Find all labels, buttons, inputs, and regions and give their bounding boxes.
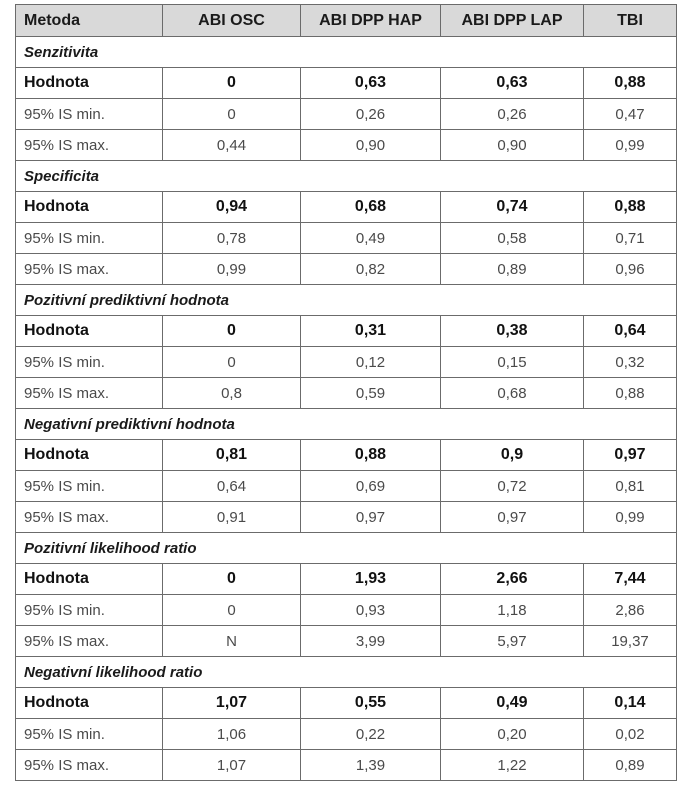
row-label: 95% IS min.	[16, 471, 163, 502]
cell-abi-dpp-hap: 0,97	[301, 502, 441, 533]
header-tbi: TBI	[584, 5, 677, 37]
cell-abi-osc: 1,06	[163, 719, 301, 750]
cell-abi-dpp-hap: 0,55	[301, 688, 441, 719]
cell-abi-osc: 0	[163, 316, 301, 347]
cell-tbi: 0,02	[584, 719, 677, 750]
header-metoda: Metoda	[16, 5, 163, 37]
cell-abi-dpp-hap: 1,39	[301, 750, 441, 781]
cell-abi-dpp-lap: 0,97	[441, 502, 584, 533]
row-label: 95% IS max.	[16, 254, 163, 285]
ci-min-row	[16, 595, 677, 626]
row-label: Hodnota	[16, 688, 163, 719]
cell-abi-dpp-hap: 1,93	[301, 564, 441, 595]
section-title: Pozitivní prediktivní hodnota	[16, 285, 677, 316]
cell-tbi: 7,44	[584, 564, 677, 595]
cell-abi-osc: 0	[163, 68, 301, 99]
cell-abi-osc: 0,8	[163, 378, 301, 409]
cell-abi-dpp-lap: 0,68	[441, 378, 584, 409]
row-label: 95% IS min.	[16, 99, 163, 130]
section-row	[16, 657, 677, 688]
cell-abi-dpp-lap: 0,72	[441, 471, 584, 502]
row-label: 95% IS min.	[16, 223, 163, 254]
cell-abi-dpp-hap: 3,99	[301, 626, 441, 657]
row-label: 95% IS min.	[16, 719, 163, 750]
row-label: Hodnota	[16, 68, 163, 99]
cell-abi-dpp-hap: 0,69	[301, 471, 441, 502]
cell-abi-dpp-hap: 0,68	[301, 192, 441, 223]
ci-min-row	[16, 99, 677, 130]
cell-abi-osc: 0,44	[163, 130, 301, 161]
cell-tbi: 0,96	[584, 254, 677, 285]
cell-abi-dpp-lap: 1,18	[441, 595, 584, 626]
section-row	[16, 37, 677, 68]
hodnota-row	[16, 440, 677, 471]
cell-abi-dpp-hap: 0,12	[301, 347, 441, 378]
row-label: Hodnota	[16, 440, 163, 471]
cell-abi-osc: 0,81	[163, 440, 301, 471]
cell-tbi: 0,81	[584, 471, 677, 502]
cell-tbi: 0,88	[584, 378, 677, 409]
cell-abi-osc: 0,99	[163, 254, 301, 285]
cell-abi-osc: 0,64	[163, 471, 301, 502]
cell-abi-osc: 0	[163, 564, 301, 595]
cell-abi-osc: 0,94	[163, 192, 301, 223]
row-label: 95% IS max.	[16, 378, 163, 409]
cell-abi-dpp-lap: 0,9	[441, 440, 584, 471]
header-abi-osc: ABI OSC	[163, 5, 301, 37]
cell-tbi: 0,88	[584, 68, 677, 99]
cell-abi-dpp-hap: 0,59	[301, 378, 441, 409]
ci-min-row	[16, 347, 677, 378]
table-body	[16, 37, 677, 781]
results-table-container	[15, 4, 676, 781]
cell-abi-dpp-hap: 0,31	[301, 316, 441, 347]
cell-abi-osc: 0,91	[163, 502, 301, 533]
cell-abi-dpp-hap: 0,49	[301, 223, 441, 254]
ci-max-row	[16, 502, 677, 533]
section-title: Negativní likelihood ratio	[16, 657, 677, 688]
cell-tbi: 0,47	[584, 99, 677, 130]
cell-abi-dpp-hap: 0,26	[301, 99, 441, 130]
ci-max-row	[16, 626, 677, 657]
row-label: 95% IS min.	[16, 347, 163, 378]
cell-abi-dpp-lap: 0,90	[441, 130, 584, 161]
cell-abi-osc: 0	[163, 347, 301, 378]
row-label: 95% IS min.	[16, 595, 163, 626]
section-row	[16, 285, 677, 316]
cell-abi-dpp-lap: 1,22	[441, 750, 584, 781]
cell-abi-osc: 0	[163, 595, 301, 626]
cell-tbi: 0,14	[584, 688, 677, 719]
section-row	[16, 533, 677, 564]
cell-abi-dpp-lap: 0,20	[441, 719, 584, 750]
ci-max-row	[16, 254, 677, 285]
cell-tbi: 0,99	[584, 502, 677, 533]
section-title: Pozitivní likelihood ratio	[16, 533, 677, 564]
ci-max-row	[16, 378, 677, 409]
cell-abi-dpp-hap: 0,82	[301, 254, 441, 285]
cell-abi-dpp-lap: 0,89	[441, 254, 584, 285]
ci-max-row	[16, 750, 677, 781]
section-title: Negativní prediktivní hodnota	[16, 409, 677, 440]
row-label: 95% IS max.	[16, 626, 163, 657]
ci-max-row	[16, 130, 677, 161]
row-label: 95% IS max.	[16, 130, 163, 161]
cell-abi-osc: N	[163, 626, 301, 657]
ci-min-row	[16, 223, 677, 254]
cell-abi-osc: 1,07	[163, 750, 301, 781]
results-table	[15, 4, 677, 781]
ci-min-row	[16, 719, 677, 750]
section-row	[16, 161, 677, 192]
cell-tbi: 19,37	[584, 626, 677, 657]
cell-abi-dpp-lap: 0,58	[441, 223, 584, 254]
cell-tbi: 0,32	[584, 347, 677, 378]
cell-tbi: 0,89	[584, 750, 677, 781]
cell-abi-dpp-lap: 0,15	[441, 347, 584, 378]
cell-abi-dpp-lap: 0,38	[441, 316, 584, 347]
section-title: Specificita	[16, 161, 677, 192]
header-abi-dpp-lap: ABI DPP LAP	[441, 5, 584, 37]
cell-abi-dpp-lap: 5,97	[441, 626, 584, 657]
row-label: Hodnota	[16, 192, 163, 223]
hodnota-row	[16, 564, 677, 595]
cell-abi-dpp-hap: 0,22	[301, 719, 441, 750]
row-label: Hodnota	[16, 564, 163, 595]
hodnota-row	[16, 688, 677, 719]
cell-abi-osc: 1,07	[163, 688, 301, 719]
row-label: 95% IS max.	[16, 750, 163, 781]
hodnota-row	[16, 316, 677, 347]
cell-abi-osc: 0	[163, 99, 301, 130]
cell-abi-dpp-lap: 0,49	[441, 688, 584, 719]
hodnota-row	[16, 68, 677, 99]
cell-abi-dpp-hap: 0,93	[301, 595, 441, 626]
hodnota-row	[16, 192, 677, 223]
cell-abi-dpp-lap: 2,66	[441, 564, 584, 595]
cell-abi-dpp-lap: 0,74	[441, 192, 584, 223]
cell-tbi: 0,64	[584, 316, 677, 347]
header-row	[16, 5, 677, 37]
header-abi-dpp-hap: ABI DPP HAP	[301, 5, 441, 37]
cell-tbi: 2,86	[584, 595, 677, 626]
ci-min-row	[16, 471, 677, 502]
cell-abi-dpp-hap: 0,90	[301, 130, 441, 161]
cell-tbi: 0,88	[584, 192, 677, 223]
cell-tbi: 0,71	[584, 223, 677, 254]
cell-abi-dpp-lap: 0,26	[441, 99, 584, 130]
cell-abi-osc: 0,78	[163, 223, 301, 254]
row-label: Hodnota	[16, 316, 163, 347]
section-title: Senzitivita	[16, 37, 677, 68]
cell-tbi: 0,99	[584, 130, 677, 161]
section-row	[16, 409, 677, 440]
cell-tbi: 0,97	[584, 440, 677, 471]
row-label: 95% IS max.	[16, 502, 163, 533]
cell-abi-dpp-lap: 0,63	[441, 68, 584, 99]
cell-abi-dpp-hap: 0,63	[301, 68, 441, 99]
cell-abi-dpp-hap: 0,88	[301, 440, 441, 471]
